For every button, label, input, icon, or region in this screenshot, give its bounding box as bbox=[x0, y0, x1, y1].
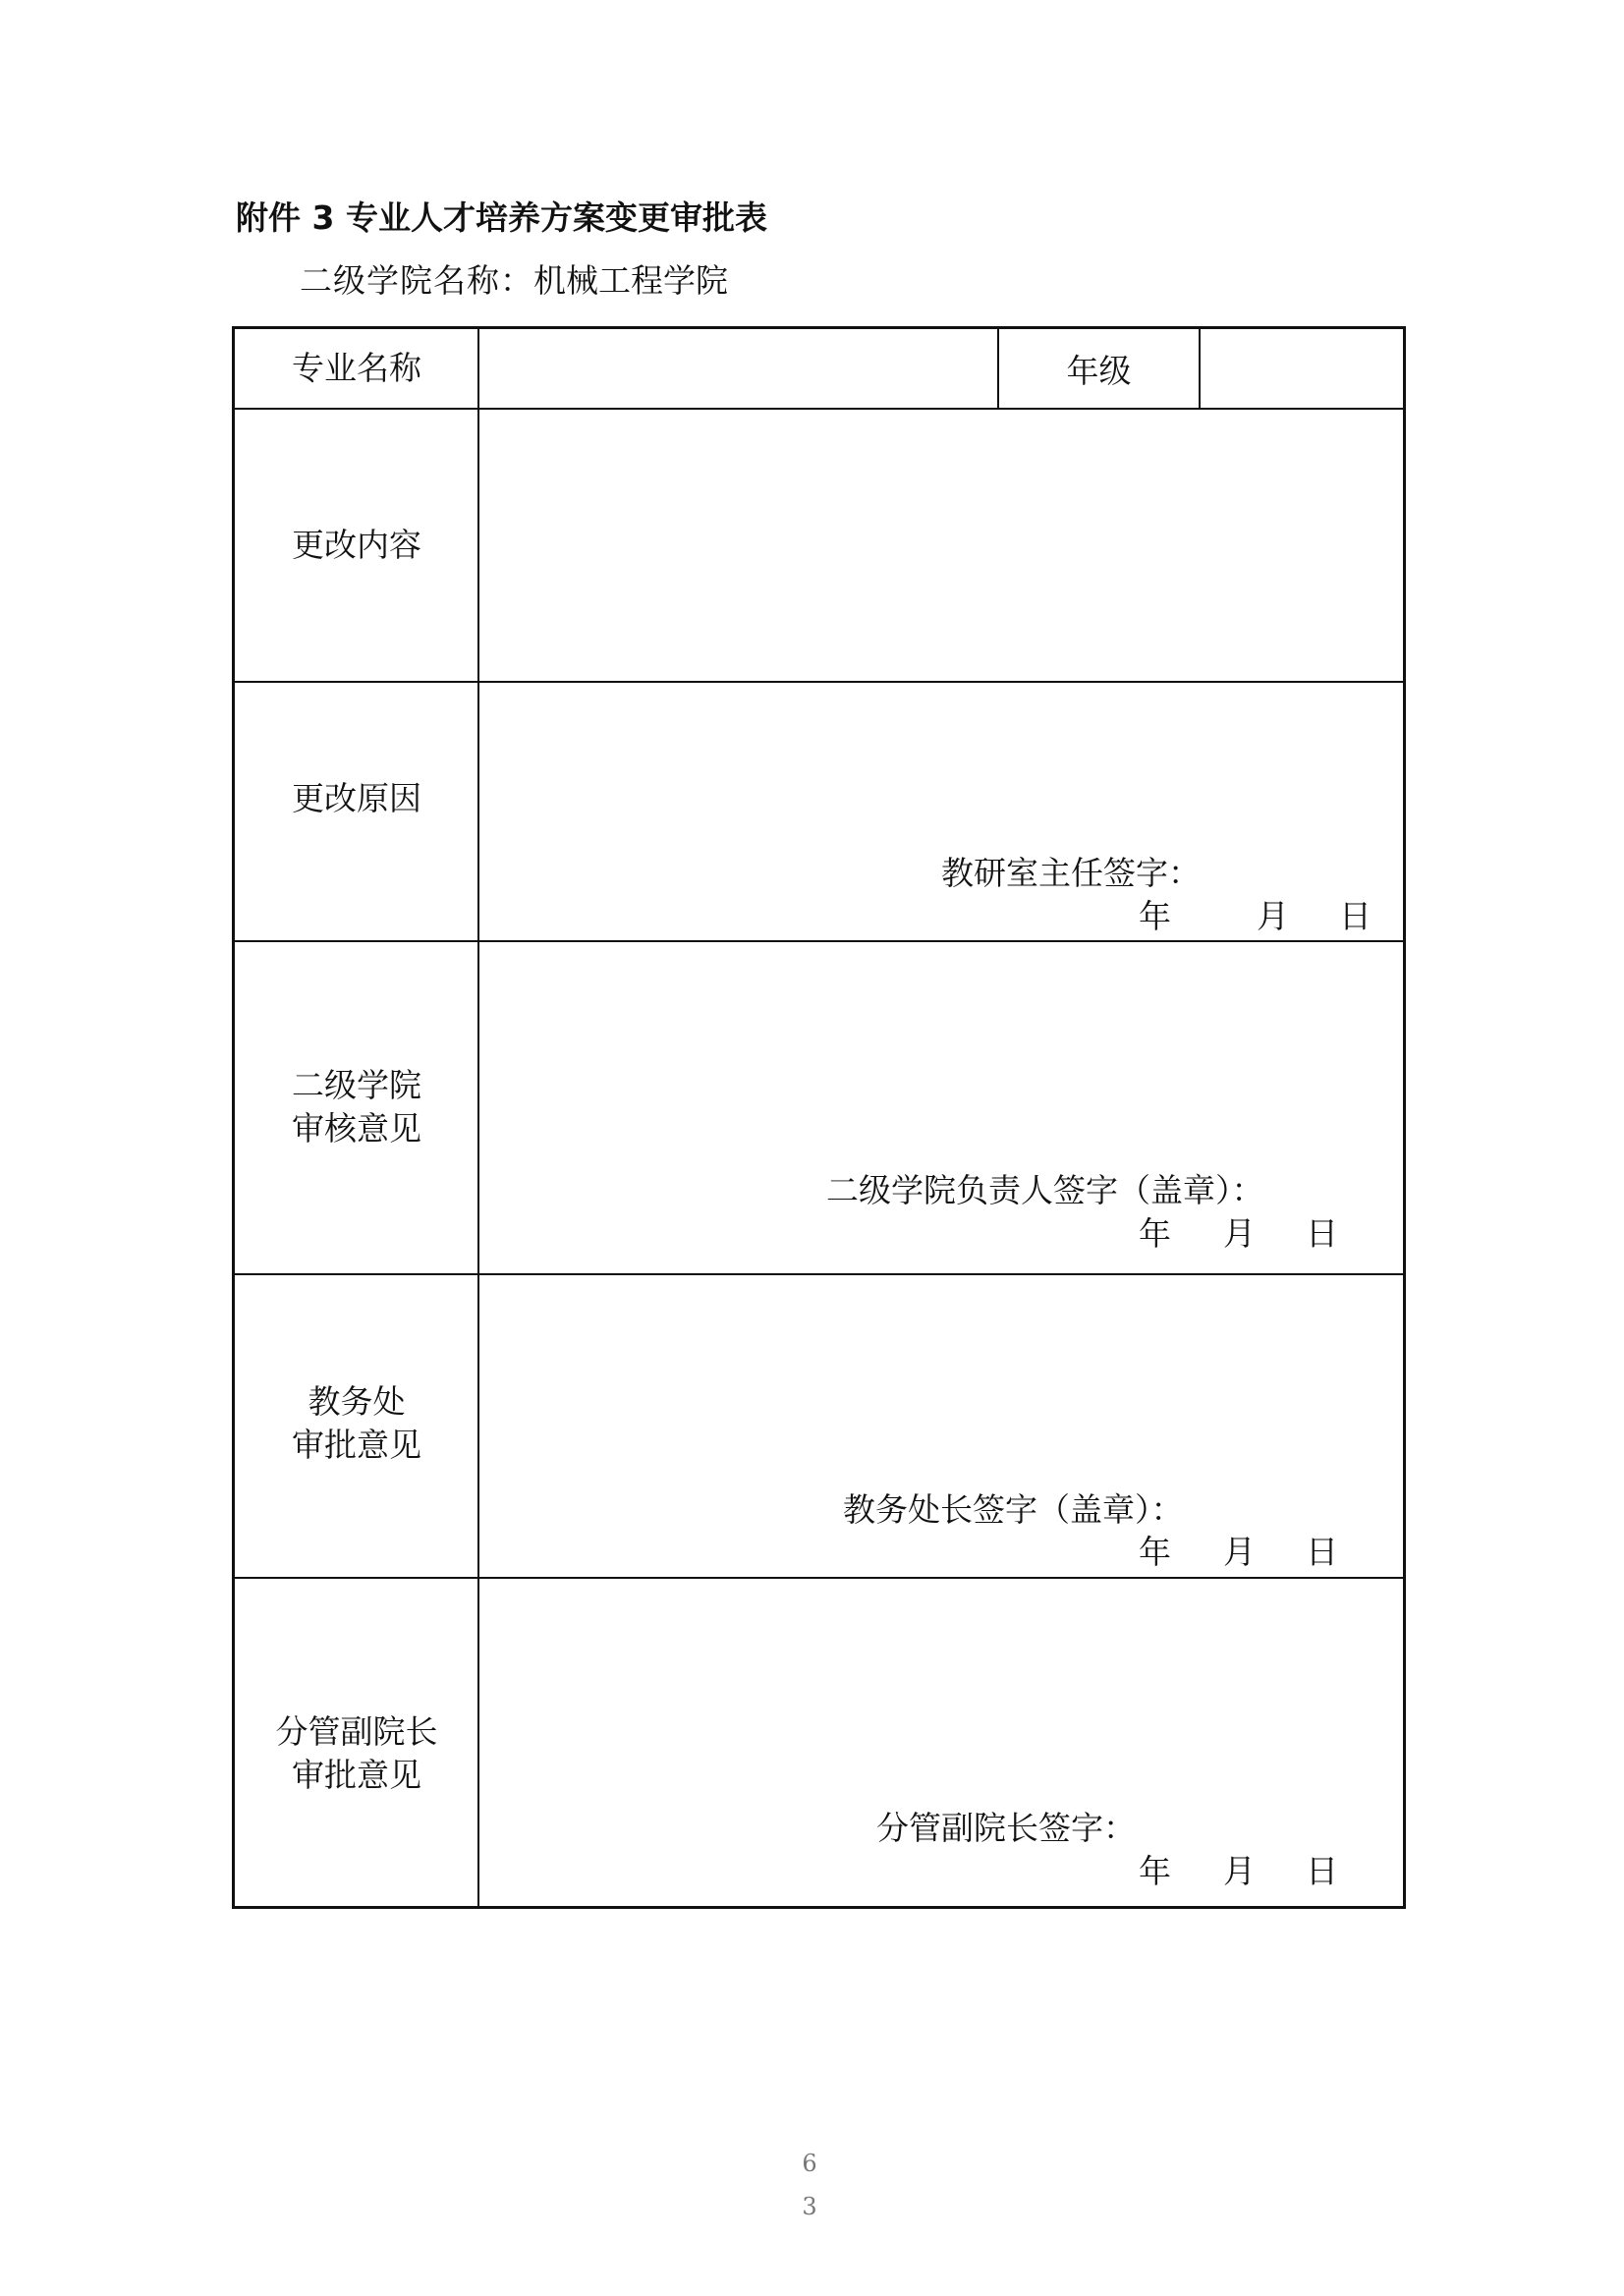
grade-label: 年级 bbox=[1066, 351, 1132, 390]
teaching-office-director-signature-label: 教研室主任签字： bbox=[941, 854, 1201, 892]
date-year-label: 年 bbox=[1139, 897, 1171, 935]
college-name-line bbox=[300, 257, 728, 305]
college-name-label: 二级学院名称： bbox=[300, 261, 533, 300]
date-day-label: 日 bbox=[1306, 1533, 1338, 1571]
academic-affairs-approval-label: 教务处 审批意见 bbox=[292, 1382, 421, 1464]
college-name-value: 机械工程学院 bbox=[533, 261, 728, 300]
vice-president-approval-label: 分管副院长 审批意见 bbox=[275, 1712, 438, 1794]
change-content-label: 更改内容 bbox=[292, 526, 421, 564]
college-review-date bbox=[235, 1212, 1409, 1256]
major-name-field[interactable] bbox=[480, 329, 996, 408]
change-reason-date bbox=[235, 895, 1409, 938]
date-month-label: 月 bbox=[1223, 1852, 1256, 1890]
date-day-label: 日 bbox=[1339, 897, 1372, 935]
page-number-line-2: 3 bbox=[802, 2193, 817, 2220]
date-month-label: 月 bbox=[1223, 1214, 1256, 1253]
date-year-label: 年 bbox=[1139, 1533, 1171, 1571]
approval-form-table bbox=[232, 326, 1406, 1909]
date-month-label: 月 bbox=[1257, 897, 1289, 935]
date-year-label: 年 bbox=[1139, 1214, 1171, 1253]
date-day-label: 日 bbox=[1306, 1852, 1338, 1890]
major-name-label: 专业名称 bbox=[292, 349, 421, 387]
vice-president-signature-label: 分管副院长签字： bbox=[876, 1809, 1136, 1847]
college-head-signature-label: 二级学院负责人签字（盖章）： bbox=[826, 1171, 1264, 1209]
academic-affairs-director-signature-label: 教务处长签字（盖章）： bbox=[843, 1490, 1184, 1529]
date-year-label: 年 bbox=[1139, 1852, 1171, 1890]
document-title: 附件 3 专业人才培养方案变更审批表 bbox=[236, 198, 767, 237]
grade-field[interactable] bbox=[1201, 329, 1403, 408]
change-content-field[interactable] bbox=[480, 410, 1403, 681]
date-day-label: 日 bbox=[1306, 1214, 1338, 1253]
vice-president-date bbox=[235, 1850, 1409, 1893]
college-review-label: 二级学院 审核意见 bbox=[292, 1066, 421, 1148]
academic-affairs-date bbox=[235, 1531, 1409, 1574]
change-reason-label: 更改原因 bbox=[292, 779, 421, 817]
date-month-label: 月 bbox=[1223, 1533, 1256, 1571]
page-number-line-1: 6 bbox=[802, 2150, 817, 2177]
